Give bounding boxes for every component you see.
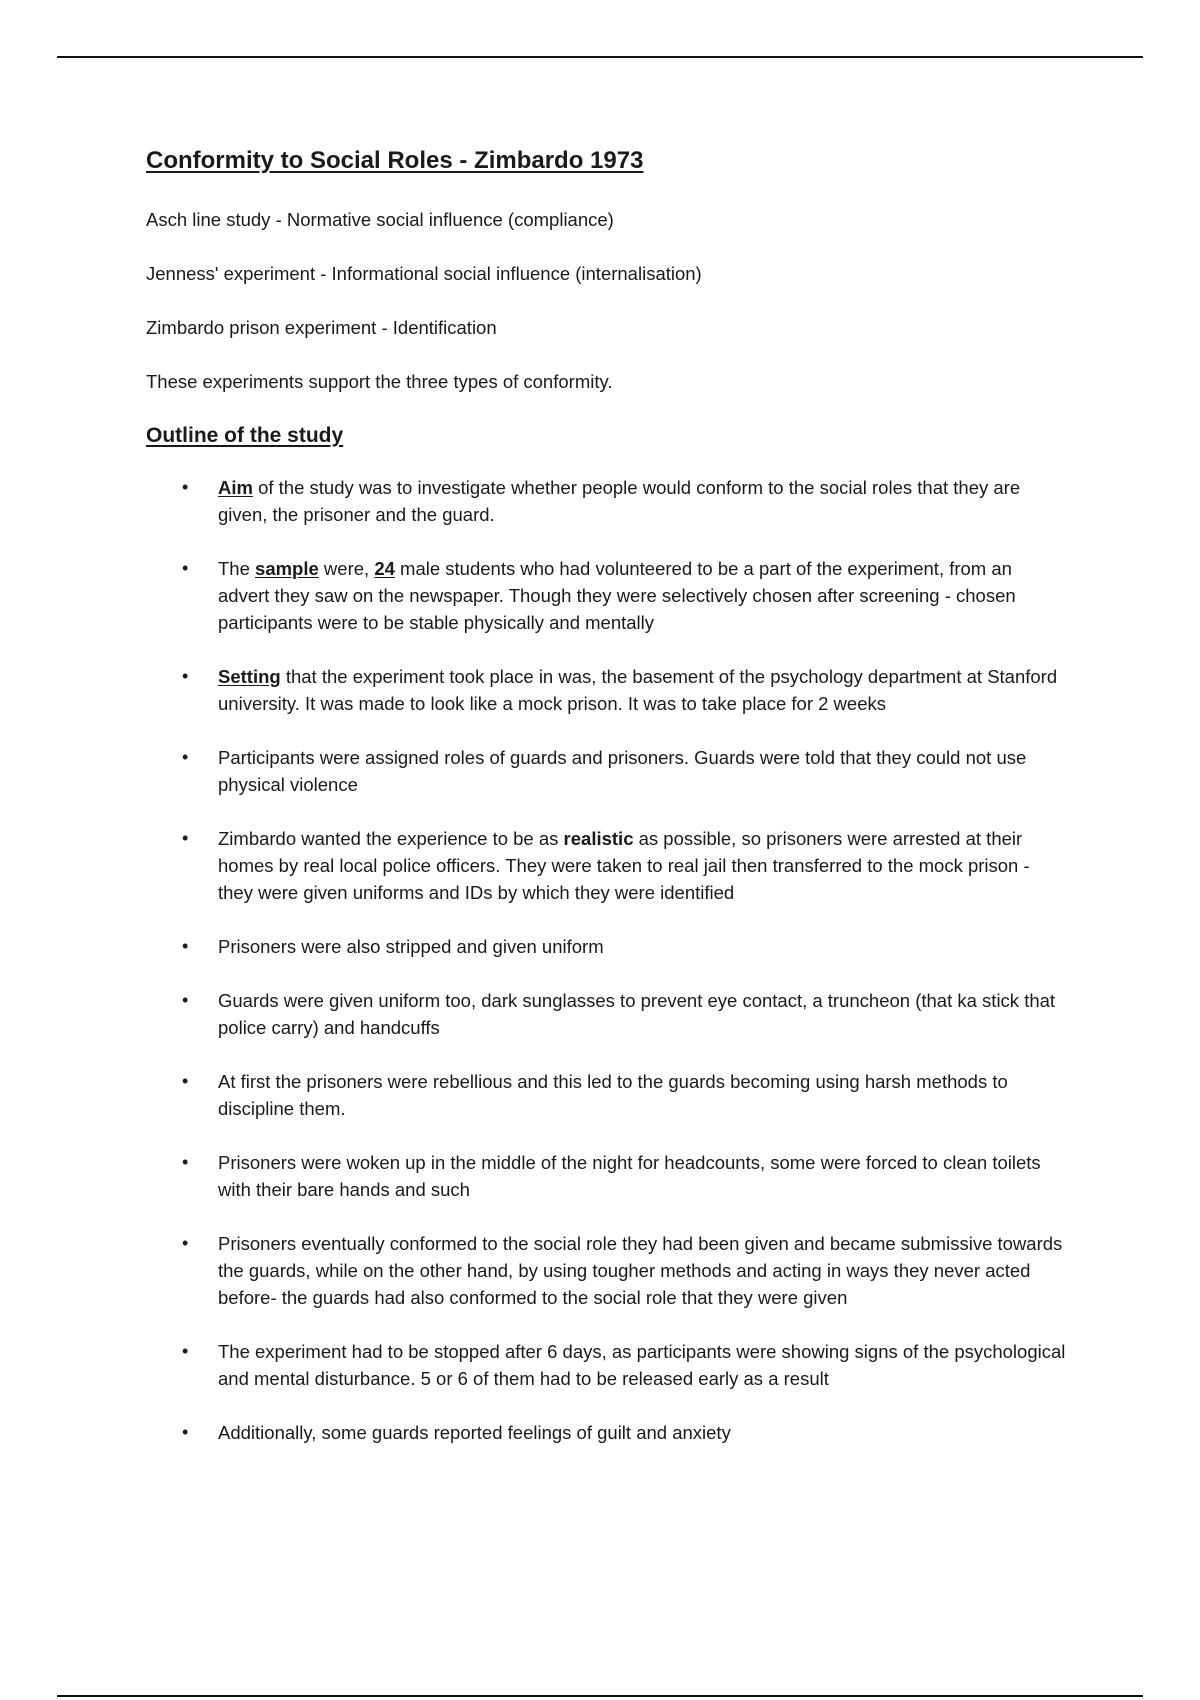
list-item-text: Participants were assigned roles of guards and prisoners. Guards were told that they could not use physical violence xyxy=(218,747,1027,795)
bullet-icon: • xyxy=(182,558,189,578)
bullet-icon: • xyxy=(182,828,189,848)
list-item-headcounts xyxy=(146,1149,1066,1203)
bullet-icon: • xyxy=(182,1422,189,1442)
list-item-stripped xyxy=(146,933,1066,960)
keyword-aim: Aim xyxy=(218,477,253,498)
list-item-text: Prisoners eventually conformed to the social role they had been given and became submissive towards the guards, while on the other hand, by using tougher methods and acting in ways they never acted before- the guards had also conformed to the social role that they were given xyxy=(218,1233,1063,1308)
outline-list xyxy=(146,474,1066,1446)
list-item-roles xyxy=(146,744,1066,798)
bullet-icon: • xyxy=(182,1233,189,1253)
list-item-setting xyxy=(146,663,1066,717)
list-item-stopped xyxy=(146,1338,1066,1392)
list-item-text: as possible, so prisoners were arrested at their homes by real local police officers. They were taken to real jail then transferred to the mock prison - they were given uniforms and IDs by which they were identified xyxy=(218,828,1030,903)
list-item-guard-uniform xyxy=(146,987,1066,1041)
document-body xyxy=(146,146,1066,1473)
bullet-icon: • xyxy=(182,1152,189,1172)
bullet-icon: • xyxy=(182,990,189,1010)
list-item-text: were, xyxy=(318,558,375,579)
list-item-text: of the study was to investigate whether people would conform to the social roles that they are given, the prisoner and the guard. xyxy=(218,477,1021,525)
bullet-icon: • xyxy=(182,666,189,686)
list-item-realistic xyxy=(146,825,1066,906)
keyword-sample: sample xyxy=(255,558,319,579)
list-item-conformed xyxy=(146,1230,1066,1311)
list-item-rebellious xyxy=(146,1068,1066,1122)
list-item-text: Zimbardo wanted the experience to be as xyxy=(218,828,564,849)
keyword-count: 24 xyxy=(374,558,395,579)
list-item-sample xyxy=(146,555,1066,636)
intro-line-jenness: Jenness' experiment - Informational social influence (internalisation) xyxy=(146,263,702,284)
intro-line-asch: Asch line study - Normative social influence (compliance) xyxy=(146,209,614,230)
list-item-text: At first the prisoners were rebellious and this led to the guards becoming using harsh methods to discipline them. xyxy=(218,1071,1008,1119)
bullet-icon: • xyxy=(182,747,189,767)
keyword-realistic: realistic xyxy=(563,828,634,849)
list-item-text: that the experiment took place in was, the basement of the psychology department at Stanford university. It was made to look like a mock prison. It was to take place for 2 weeks xyxy=(218,666,1058,714)
list-item-text: male students who had volunteered to be a part of the experiment, from an advert they saw on the newspaper. Though they were selectively chosen after screening - chosen participants were to be stable physically and mentally xyxy=(218,558,1016,633)
top-rule xyxy=(57,56,1143,58)
intro-line-summary: These experiments support the three types of conformity. xyxy=(146,371,613,392)
list-item-text: Prisoners were also stripped and given uniform xyxy=(218,936,604,957)
list-item-aim xyxy=(146,474,1066,528)
bullet-icon: • xyxy=(182,1341,189,1361)
bottom-rule xyxy=(57,1695,1143,1697)
intro-line-zimbardo: Zimbardo prison experiment - Identification xyxy=(146,317,497,338)
list-item-text: Prisoners were woken up in the middle of the night for headcounts, some were forced to clean toilets with their bare hands and such xyxy=(218,1152,1041,1200)
list-item-text: Guards were given uniform too, dark sunglasses to prevent eye contact, a truncheon (that ka stick that police carry) and handcuffs xyxy=(218,990,1056,1038)
page-title: Conformity to Social Roles - Zimbardo 1973 xyxy=(146,147,644,174)
list-item-guilt xyxy=(146,1419,1066,1446)
bullet-icon: • xyxy=(182,936,189,956)
list-item-text: Additionally, some guards reported feelings of guilt and anxiety xyxy=(218,1422,731,1443)
keyword-setting: Setting xyxy=(218,666,281,687)
bullet-icon: • xyxy=(182,1071,189,1091)
list-item-text: The xyxy=(218,558,256,579)
outline-heading: Outline of the study xyxy=(146,424,344,447)
list-item-text: The experiment had to be stopped after 6 days, as participants were showing signs of the psychological and mental disturbance. 5 or 6 of them had to be released early as a result xyxy=(218,1341,1066,1389)
bullet-icon: • xyxy=(182,477,189,497)
